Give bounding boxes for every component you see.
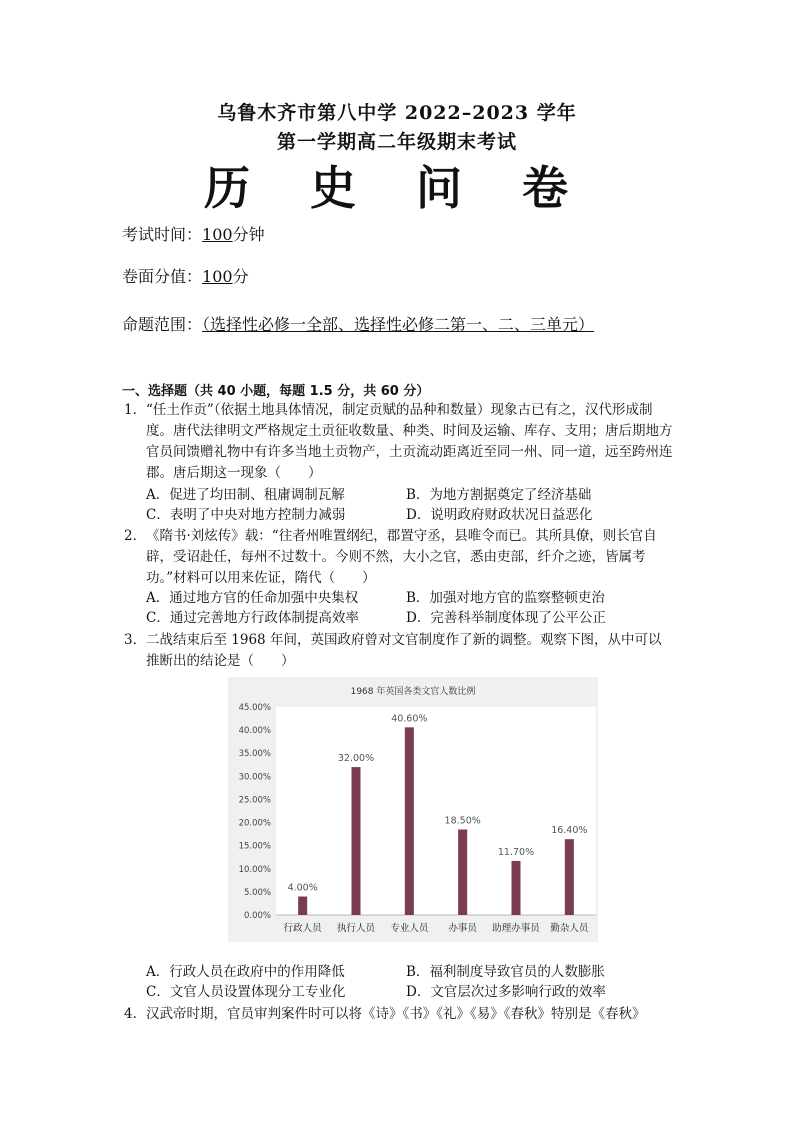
- chart-plot-area: [276, 707, 596, 915]
- question-2: [124, 526, 674, 589]
- civil-servant-bar-chart: [228, 677, 598, 942]
- chart-title: 1968 年英国各类文官人数比例: [350, 687, 476, 697]
- y-tick-label: 35.00%: [238, 749, 271, 760]
- x-tick-label: 执行人员: [336, 923, 376, 934]
- y-tick-label: 45.00%: [238, 703, 271, 713]
- chart-canvas: [228, 677, 598, 942]
- question-text: 二战结束后至 1968 年间，英国政府曾对文官制度作了新的调整。观察下图，从中可以推断出的结论是（ ）: [146, 632, 662, 669]
- exam-time-unit: 分钟: [232, 225, 265, 244]
- exam-scope-label: 命题范围：: [122, 315, 203, 334]
- x-tick-label: 专业人员: [390, 923, 429, 934]
- y-tick-label: 25.00%: [238, 795, 271, 806]
- option-d[interactable]: D．文官层次过多影响行政的效率: [406, 984, 606, 1000]
- question-4: [124, 1004, 674, 1025]
- data-label: 16.40%: [551, 825, 588, 837]
- question-3: [124, 630, 674, 672]
- y-tick-label: 10.00%: [238, 864, 271, 875]
- data-label: 18.50%: [444, 815, 481, 827]
- question-text: 《隋书·刘炫传》载：“往者州唯置纲纪，郡置守丞，县唯令而已。其所具僚，则长官自辟，受诏赴任，每州不过数十。今则不然，大小之官，悉由吏部，纤介之迹，皆属考功。”材料可以用来佐证，隋代（ ）: [146, 528, 657, 586]
- option-a[interactable]: A．通过地方官的任命加强中央集权: [146, 590, 359, 606]
- exam-score-unit: 分: [232, 267, 249, 286]
- option-c[interactable]: C．表明了中央对地方控制力减弱: [146, 507, 346, 523]
- exam-time-value: 100: [202, 225, 233, 244]
- chart-bar: [565, 839, 574, 915]
- data-label: 11.70%: [497, 846, 535, 858]
- option-b[interactable]: B．福利制度导致官员的人数膨胀: [406, 964, 605, 980]
- question-text: 汉武帝时期，官员审判案件时可以将《诗》《书》《礼》《易》《春秋》特别是《春秋》: [146, 1006, 646, 1022]
- data-label: 4.00%: [287, 882, 318, 894]
- option-a[interactable]: A．行政人员在政府中的作用降低: [146, 964, 345, 980]
- option-b[interactable]: B．加强对地方官的监察整顿吏治: [406, 590, 605, 606]
- exam-time-label: 考试时间：: [122, 225, 203, 244]
- chart-bar: [458, 829, 467, 915]
- section-heading: 一、选择题（共 40 小题，每题 1.5 分，共 60 分）: [122, 384, 430, 399]
- data-label: 40.60%: [391, 713, 428, 725]
- exam-score-line: [122, 264, 249, 287]
- question-number: 1．: [124, 402, 147, 418]
- exam-score-label: 卷面分值：: [122, 267, 203, 286]
- question-text: “任土作贡”（依据土地具体情况，制定贡赋的品种和数量）现象古已有之，汉代形成制度。唐代法律明文严格规定土贡征收数量、种类、时间及运输、库存、支用；唐后期地方官员间馈赠礼物中有许多当地土贡物产，土贡流动距离近至同一州、同一道，远至跨州连郡。唐后期这一现象（ ）: [146, 402, 673, 481]
- option-a[interactable]: A．促进了均田制、租庸调制瓦解: [146, 487, 345, 503]
- y-tick-label: 20.00%: [238, 818, 271, 829]
- x-tick-label: 办事员: [448, 923, 477, 934]
- option-c[interactable]: C．文官人员设置体现分工专业化: [146, 984, 346, 1000]
- y-tick-label: 30.00%: [238, 772, 271, 783]
- option-d[interactable]: D．完善科举制度体现了公平公正: [406, 610, 606, 626]
- y-tick-label: 15.00%: [238, 841, 271, 852]
- chart-bar: [298, 897, 307, 915]
- x-tick-label: 行政人员: [283, 923, 322, 934]
- chart-bar: [512, 861, 521, 915]
- y-tick-label: 5.00%: [243, 887, 271, 898]
- question-1: [124, 400, 674, 484]
- data-label: 32.00%: [337, 753, 375, 765]
- exam-score-value: 100: [202, 267, 233, 286]
- option-b[interactable]: B．为地方割据奠定了经济基础: [406, 487, 592, 503]
- x-tick-label: 勤杂人员: [550, 923, 589, 934]
- exam-subject-title: 历 史 问 卷: [203, 161, 591, 215]
- question-number: 2．: [124, 528, 147, 544]
- option-c[interactable]: C．通过完善地方行政体制提高效率: [146, 610, 359, 626]
- option-d[interactable]: D．说明政府财政状况日益恶化: [406, 507, 593, 523]
- chart-bar: [405, 727, 414, 915]
- question-number: 4．: [124, 1006, 147, 1022]
- exam-school-title: 乌鲁木齐市第八中学 2022–2023 学年: [217, 102, 577, 124]
- y-tick-label: 40.00%: [238, 726, 271, 737]
- x-tick-label: 助理办事员: [492, 923, 540, 934]
- exam-term-title: 第一学期高二年级期末考试: [276, 131, 517, 153]
- chart-bar: [352, 767, 361, 915]
- exam-scope-value: （选择性必修一全部、选择性必修二第一、二、三单元）: [202, 315, 595, 334]
- y-tick-label: 0.00%: [243, 911, 271, 921]
- question-number: 3．: [124, 632, 147, 648]
- exam-scope-line: [122, 305, 662, 345]
- exam-time-line: [122, 222, 265, 245]
